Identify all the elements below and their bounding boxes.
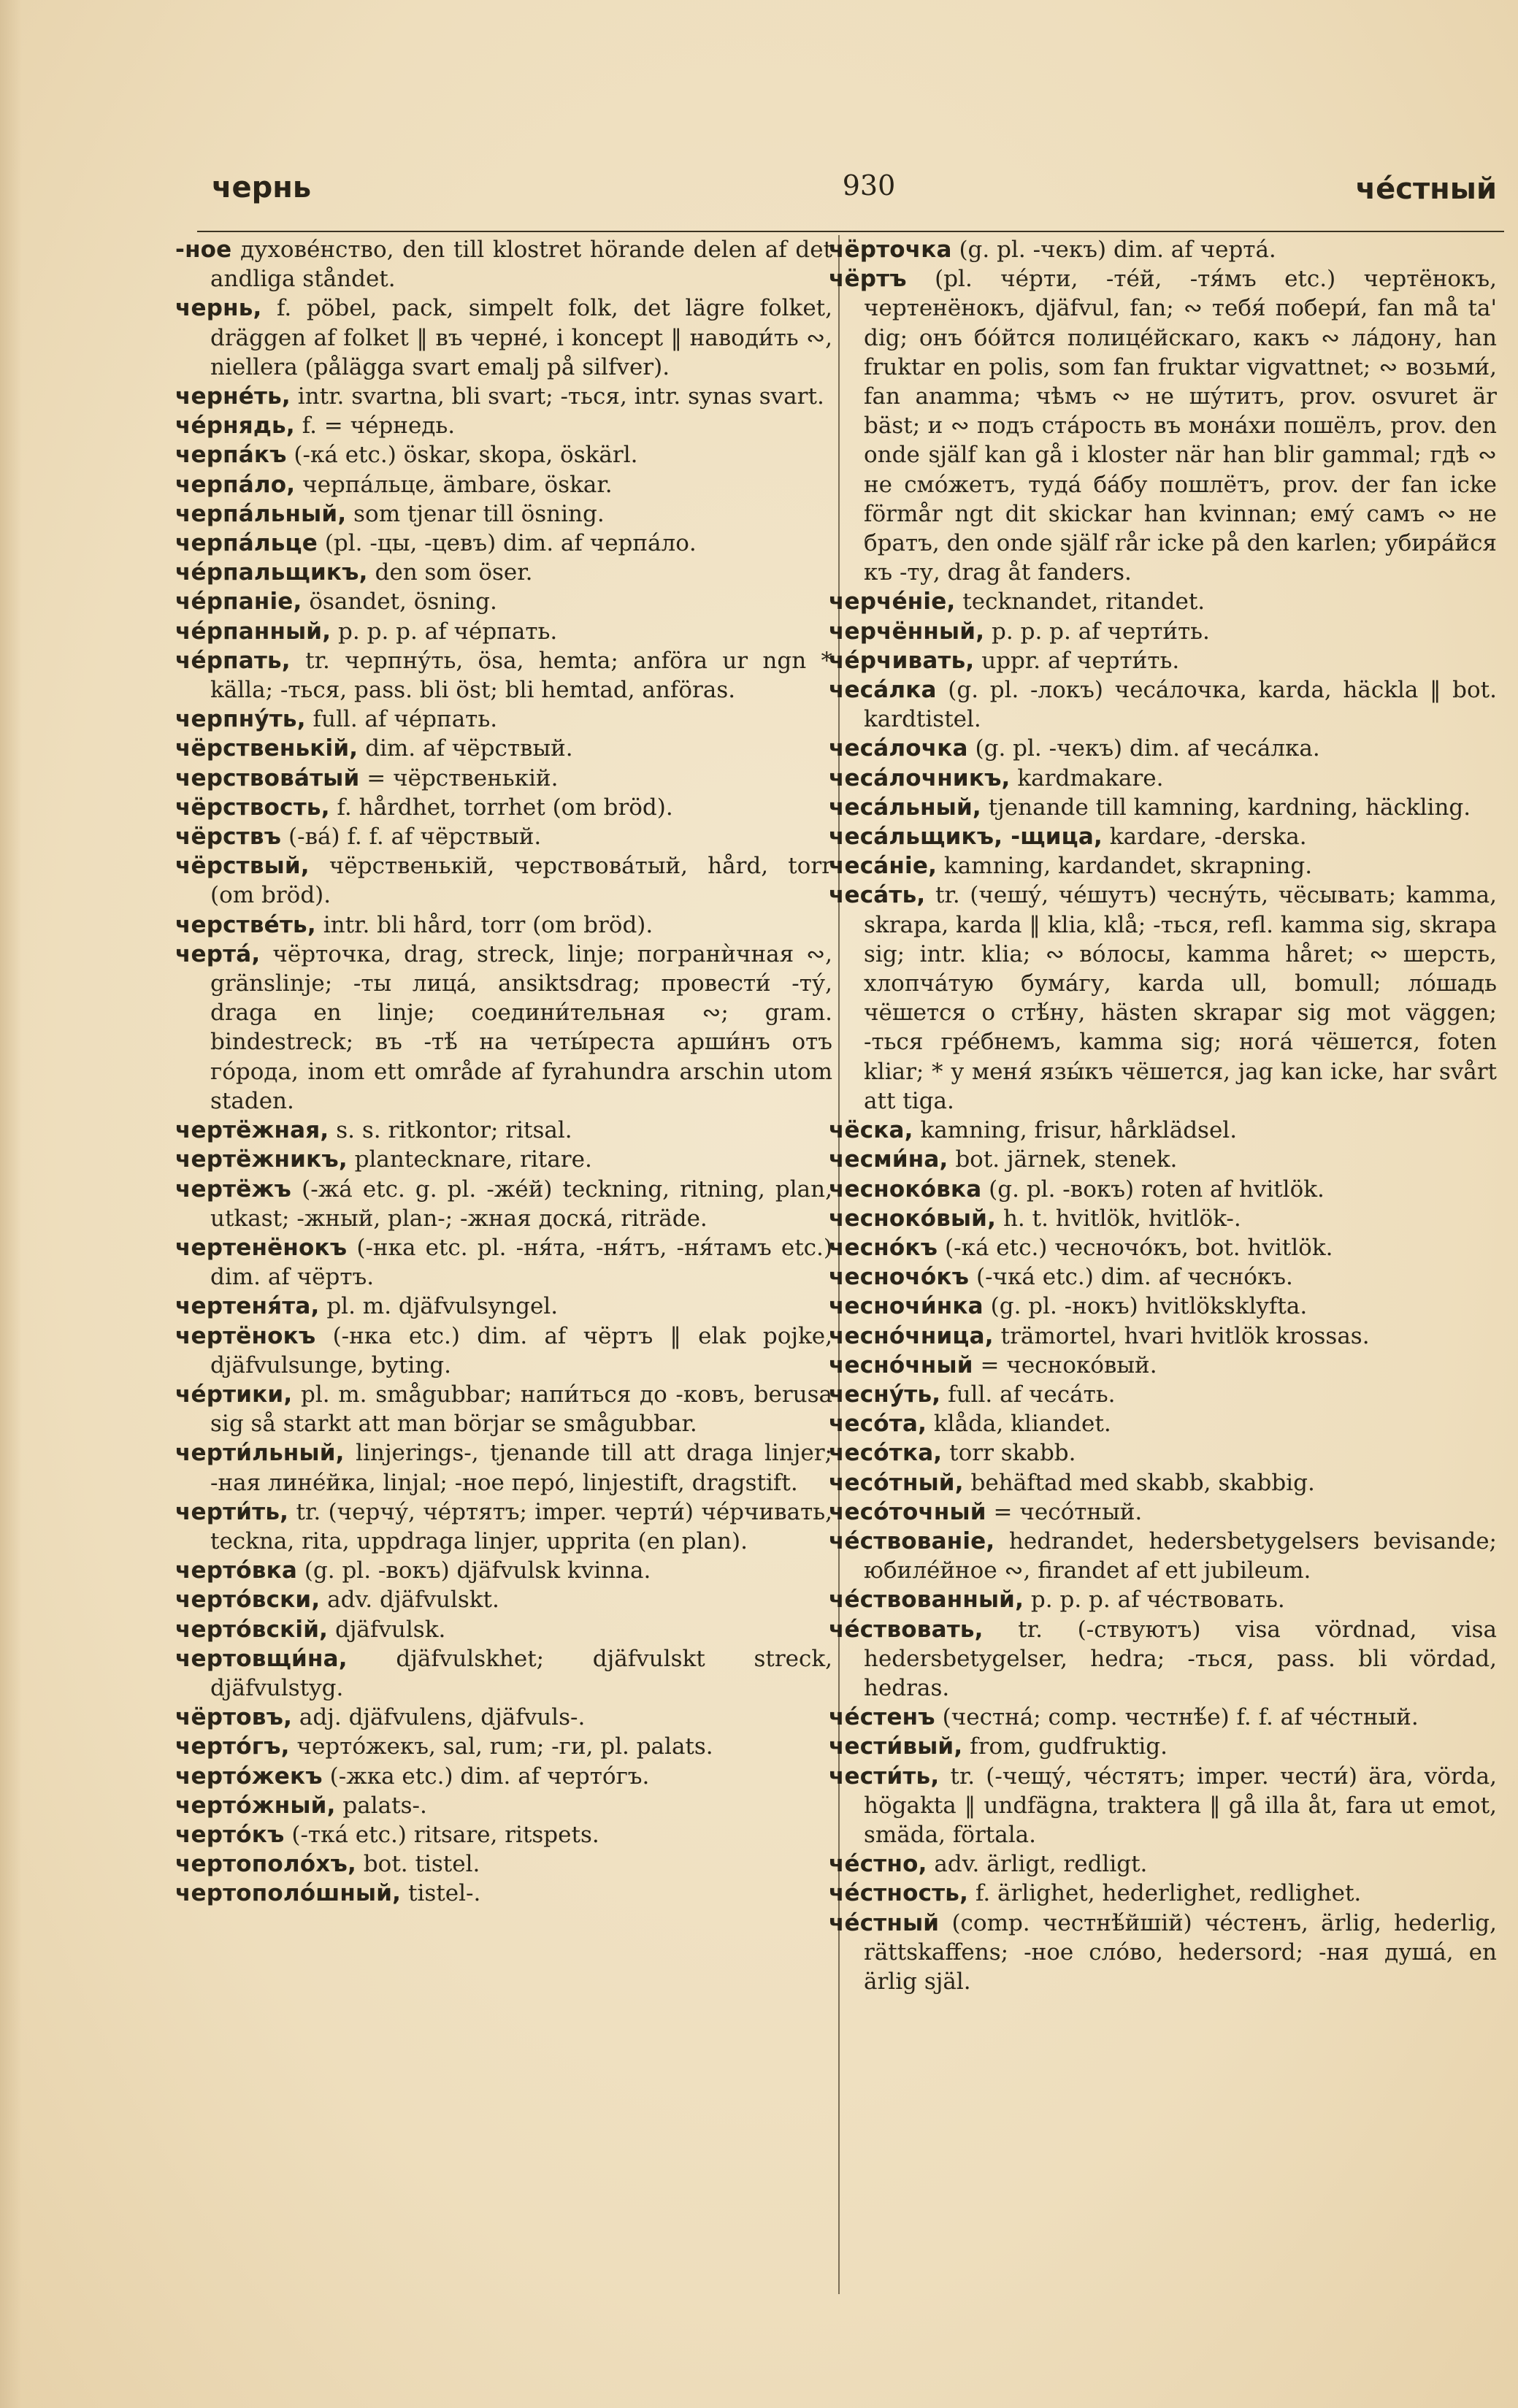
definition: tecknandet, ritandet.	[955, 588, 1205, 616]
headword: чёртовъ,	[175, 1704, 293, 1731]
headword: чесо́тка,	[829, 1440, 943, 1467]
headword: черто́жный,	[175, 1792, 336, 1819]
headword: чёрствость,	[175, 794, 330, 821]
headword: чесноко́вый,	[829, 1205, 997, 1232]
definition: kamning, kardandet, skrapning.	[937, 853, 1313, 880]
headword: чёрствый,	[175, 853, 310, 880]
dictionary-entry	[175, 1498, 832, 1556]
dictionary-entry	[175, 440, 832, 469]
headword: чесми́на,	[829, 1146, 948, 1173]
headword: че́ствовать,	[829, 1616, 984, 1643]
headword: че́рнядь,	[175, 413, 295, 440]
headword: черто́вски,	[175, 1587, 321, 1614]
definition: linjerings-, tjenande till att draga linjer; -ная линéйка, linjal; -ное перо́, linjestift, dragstift.	[210, 1440, 832, 1496]
headword: чеса́лочка	[829, 735, 968, 762]
dictionary-entry	[829, 1322, 1497, 1351]
definition: h. t. hvitlök, hvitlök-.	[996, 1205, 1241, 1232]
headword: чертенёнокъ	[175, 1234, 348, 1261]
headword: че́стно,	[829, 1851, 927, 1878]
dictionary-entry	[829, 1909, 1497, 1997]
headword: черто́гъ,	[175, 1733, 290, 1760]
headword: че́стный	[829, 1909, 940, 1936]
definition: (g. pl. -чекъ) dim. af чеса́лка.	[967, 735, 1320, 762]
headword: чесноко́вка	[829, 1176, 982, 1203]
definition: (g. pl. -вокъ) roten af hvitlök.	[981, 1176, 1325, 1203]
definition: kamning, frisur, hårklädsel.	[913, 1117, 1238, 1144]
headword: чесо́та,	[829, 1411, 927, 1438]
headword: черчённый,	[829, 618, 985, 645]
dictionary-entry	[175, 1849, 832, 1879]
dictionary-entry	[175, 1585, 832, 1614]
dictionary-entry	[175, 1556, 832, 1585]
headword: че́стность,	[829, 1880, 969, 1907]
definition: духове́нство, den till klostret hörande delen af det andliga ståndet.	[210, 237, 832, 293]
dictionary-entry	[829, 1233, 1497, 1262]
headword: чертёнокъ	[175, 1322, 316, 1349]
dictionary-entry	[175, 294, 832, 382]
definition: behäftad med skabb, skabbig.	[963, 1469, 1315, 1496]
page-header	[212, 166, 1497, 218]
definition: tr. черпну́ть, ösa, hemta; anföra ur ngn * källa; -ться, pass. bli öst; bli hemtad, anföras.	[210, 647, 832, 704]
definition: p. p. p. af че́рпать.	[331, 618, 558, 645]
headword: черпа́льный,	[175, 500, 347, 527]
definition: den som öser.	[367, 559, 533, 586]
dictionary-entry	[829, 1615, 1497, 1703]
definition: full. af че́рпать.	[305, 706, 498, 733]
definition: (-ка́ etc.) чесночо́къ, bot. hvitlök.	[938, 1234, 1333, 1261]
dictionary-entry	[175, 558, 832, 587]
definition: (честна́; comp. честнѣ́е) f. f. af че́стный.	[935, 1704, 1419, 1731]
headword: че́ртики,	[175, 1381, 293, 1408]
dictionary-entry	[829, 1380, 1497, 1409]
dictionary-entry	[829, 734, 1497, 763]
definition: tr. (черчу́, че́ртятъ; imper. черти́) че́рчивать, teckna, rita, uppdraga linjer, upprita (en plan).	[210, 1498, 832, 1554]
dictionary-entry	[829, 587, 1497, 616]
definition: bot. järnek, stenek.	[948, 1146, 1178, 1173]
definition: tr. (чешу́, че́шутъ) чесну́ть, чёсывать; kamma, skrapa, karda ‖ klia, klå; -ться, refl. kamma sig, skrapa sig; intr. klia; ∾ во́лосы, kamma håret; ∾ шерсть, хлопча́тую бума́гу, karda ull, bomull; ло́шадь чёшется о стѣ́ну, hästen skrapar sig mot väggen; -ться гре́бнемъ, kamma sig; нога́ чёшется, foten kliar; * у меня́ язы́къ чёшется, jag kan icke, har svårt att tiga.	[864, 882, 1497, 1114]
definition: = чёрственькій.	[359, 764, 559, 791]
dictionary-entry	[829, 646, 1497, 675]
definition: p. p. p. af черти́ть.	[984, 618, 1210, 645]
page-edge-shadow	[0, 0, 22, 2408]
dictionary-entry	[829, 1498, 1497, 1527]
dictionary-entry	[175, 617, 832, 646]
header-rule	[197, 231, 1504, 232]
dictionary-entry	[175, 1644, 832, 1703]
definition: (g. pl. -нокъ) hvitlöksklyfta.	[983, 1293, 1308, 1320]
dictionary-entry	[175, 1820, 832, 1849]
headword: чёска,	[829, 1117, 913, 1144]
headword: чертополо́шный,	[175, 1880, 402, 1907]
headword: чертополо́хъ,	[175, 1851, 356, 1878]
headword: чертёжникъ,	[175, 1146, 348, 1173]
headword: чесну́ть,	[829, 1381, 941, 1408]
definition: adv. ärligt, redligt.	[927, 1851, 1148, 1878]
headword: черти́ть,	[175, 1498, 289, 1525]
dictionary-entry	[175, 235, 832, 294]
dictionary-entry	[175, 1791, 832, 1820]
definition: s. s. ritkontor; ritsal.	[329, 1117, 572, 1144]
dictionary-entry	[829, 1762, 1497, 1850]
definition: kardare, -derska.	[1102, 824, 1307, 851]
dictionary-entry	[829, 881, 1497, 1116]
headword: -ное	[175, 237, 232, 263]
definition: kardmakare.	[1010, 764, 1164, 791]
definition: full. af чеса́ть.	[940, 1381, 1116, 1408]
dictionary-entry	[175, 793, 832, 822]
dictionary-entry	[829, 822, 1497, 851]
dictionary-entry	[829, 1585, 1497, 1614]
dictionary-entry	[175, 411, 832, 440]
dictionary-entry	[175, 1762, 832, 1791]
definition: черто́жекъ, sal, rum; -ги, pl. palats.	[289, 1733, 713, 1760]
definition: (g. pl. -вокъ) djäfvulsk kvinna.	[296, 1557, 651, 1584]
definition: djäfvulsk.	[328, 1616, 446, 1643]
definition: tr. (-ствуютъ) visa vördnad, visa hedersbetygelser, hedra; -ться, pass. bli vördad, hedras.	[864, 1616, 1497, 1701]
definition: pl. m. djäfvulsyngel.	[319, 1293, 559, 1320]
headword: черто́жекъ	[175, 1763, 323, 1790]
headword: черта́,	[175, 940, 261, 967]
definition: = чесо́тный.	[986, 1498, 1143, 1525]
definition: adv. djäfvulskt.	[320, 1587, 499, 1614]
headword: чёртъ	[829, 266, 907, 293]
dictionary-entry	[829, 1116, 1497, 1145]
dictionary-entry	[829, 1145, 1497, 1174]
headword: чеса́лка	[829, 677, 937, 704]
dictionary-entry	[829, 764, 1497, 793]
definition: from, gudfruktig.	[962, 1733, 1168, 1760]
dictionary-entry	[829, 1409, 1497, 1438]
dictionary-entry	[175, 822, 832, 851]
definition: hedrandet, hedersbetygelsers bevisande; юбиле́йное ∾, firandet af ett jubileum.	[864, 1527, 1497, 1584]
definition: som tjenar till ösning.	[346, 500, 605, 527]
headword: черпа́льце	[175, 530, 318, 557]
headword: черпа́ло,	[175, 471, 296, 498]
dictionary-entry	[829, 1732, 1497, 1761]
dictionary-entry	[829, 1262, 1497, 1292]
headword: че́ствованіе,	[829, 1527, 995, 1554]
dictionary-entry	[175, 851, 832, 910]
definition: (-нка etc.) dim. af чёртъ ‖ elak pojke, djäfvulsunge, byting.	[210, 1322, 832, 1379]
headword: черто́вскій,	[175, 1616, 329, 1643]
dictionary-entry	[175, 1615, 832, 1644]
headword: чести́ть,	[829, 1763, 940, 1790]
dictionary-entry	[175, 470, 832, 499]
dictionary-entry	[829, 1468, 1497, 1498]
headword: черпа́къ	[175, 442, 287, 469]
definition: (-жа́ etc. g. pl. -же́й) teckning, ritning, plan, utkast; -жный, plan-; -жная доска́, riträde.	[210, 1176, 832, 1232]
dictionary-entry	[175, 1145, 832, 1174]
headword: чесо́точный	[829, 1498, 986, 1525]
definition: palats-.	[335, 1792, 427, 1819]
definition: (pl. -цы, -цевъ) dim. af черпа́ло.	[317, 530, 697, 557]
dictionary-entry	[175, 705, 832, 734]
dictionary-entry	[175, 1438, 832, 1497]
headword: черстве́ть,	[175, 911, 316, 938]
headword: черне́ть,	[175, 383, 291, 410]
headword: чесно́къ	[829, 1234, 938, 1261]
left-column	[175, 235, 832, 2323]
dictionary-entry	[175, 499, 832, 529]
headword: чертёжъ	[175, 1176, 292, 1203]
definition: tr. (-чещу́, че́стятъ; imper. чести́) ära, vörda, högakta ‖ undfägna, traktera ‖ gå illa åt, fara ut emot, smäda, förtala.	[864, 1763, 1497, 1848]
definition: f. hårdhet, torrhet (om bröd).	[329, 794, 673, 821]
dictionary-entry	[175, 529, 832, 558]
definition: trämortel, hvari hvitlök krossas.	[993, 1322, 1370, 1349]
headword: черствова́тый	[175, 764, 360, 791]
dictionary-entry	[175, 1175, 832, 1233]
headword: че́рчивать,	[829, 647, 975, 674]
headword: чернь,	[175, 295, 262, 322]
header-left-guide-word: чернь	[212, 171, 312, 204]
definition: (pl. че́рти, -те́й, -тя́мъ etc.) чертёнокъ, чертенёнокъ, djäfvul, fan; ∾ тебя́ побери́, fan må ta' dig; онъ бо́йтся полице́йскаго, какъ ∾ ла́дону, han fruktar en polis, som fan fruktar vigvattnet; ∾ возьми́, fan anamma; чѣмъ ∾ не шу́титъ, prov. osvuret är bäst; и ∾ подъ ста́рость въ мона́хи пошёлъ, prov. den onde själf kan gå i kloster när han blir gammal; гдѣ ∾ не смо́жетъ, туда́ ба́бу пошлётъ, prov. der fan icke förmår ngt dit skickar han kvinnan; ему́ самъ ∾ не братъ, den onde själf rår icke på den karlen; убира́йся къ -ту, drag åt fanders.	[864, 266, 1497, 586]
definition: (-жка etc.) dim. af черто́гъ.	[322, 1763, 650, 1790]
definition: bot. tistel.	[356, 1851, 480, 1878]
definition: (-нка etc. pl. -ня́та, -ня́тъ, -ня́тамъ etc.) dim. af чёртъ.	[210, 1234, 832, 1291]
definition: klåda, kliandet.	[927, 1411, 1111, 1438]
headword: черче́ніе,	[829, 588, 956, 616]
definition: f. pöbel, pack, simpelt folk, det lägre folket, dräggen af folket ‖ въ черне́, i koncept ‖ наводи́ть ∾, niellera (pålägga svart emalj på silfver).	[210, 295, 832, 380]
definition: djäfvulskhet; djäfvulskt streck, djäfvulstyg.	[210, 1645, 832, 1701]
definition: f. = че́рнедь.	[294, 413, 456, 440]
headword: че́рпать,	[175, 647, 291, 674]
dictionary-entry	[829, 1175, 1497, 1204]
dictionary-entry	[829, 675, 1497, 734]
headword: чеса́ніе,	[829, 853, 938, 880]
definition: чёрточка, drag, streck, linje; погранѝчная ∾, gränslinje; -ты лица́, ansiktsdrag; провести́ -ту́, draga en linje; соедини́тельная ∾; gram. bindestreck; въ -тѣ́ на четы́реста арши́нъ отъ го́рода, inom ett område af fyrahundra arschin utom staden.	[210, 940, 832, 1114]
dictionary-entry	[829, 235, 1497, 264]
dictionary-entry	[175, 1879, 832, 1908]
definition: uppr. af черти́ть.	[974, 647, 1180, 674]
dictionary-entry	[175, 382, 832, 411]
page-number: 930	[842, 169, 896, 202]
dictionary-entry	[175, 1292, 832, 1321]
headword: чёрствъ	[175, 824, 282, 851]
dictionary-entry	[175, 1703, 832, 1732]
definition: tjenande till kamning, kardning, häckling.	[981, 794, 1471, 821]
headword: чесночо́къ	[829, 1264, 970, 1291]
dictionary-entry	[829, 264, 1497, 587]
headword: чеса́льщикъ, -щица,	[829, 824, 1103, 851]
definition: tistel-.	[401, 1880, 481, 1907]
dictionary-entry	[829, 793, 1497, 822]
headword: черти́льный,	[175, 1440, 345, 1467]
definition: f. ärlighet, hederlighet, redlighet.	[968, 1880, 1362, 1907]
dictionary-entry	[175, 587, 832, 616]
headword: чесно́чница,	[829, 1322, 994, 1349]
dictionary-entry	[829, 1438, 1497, 1468]
headword: чести́вый,	[829, 1733, 963, 1760]
dictionary-entry	[175, 646, 832, 705]
dictionary-entry	[175, 940, 832, 1116]
definition: (-тка́ etc.) ritsare, ritspets.	[284, 1821, 599, 1848]
headword: черто́къ	[175, 1821, 285, 1848]
definition: intr. bli hård, torr (om bröd).	[315, 911, 653, 938]
dictionary-entry	[829, 1849, 1497, 1879]
definition: adj. djäfvulens, djäfvuls-.	[292, 1704, 586, 1731]
header-right-guide-word: че́стный	[1355, 172, 1497, 206]
headword: черпну́ть,	[175, 706, 306, 733]
definition: p. p. p. af че́ствовать.	[1024, 1587, 1285, 1614]
definition: (comp. честнѣ́йшій) че́стенъ, ärlig, hederlig, rättskaffens; -ное сло́во, hedersord; -ная душа́, en ärlig själ.	[864, 1909, 1497, 1995]
headword: чёрственькій,	[175, 735, 359, 762]
definition: intr. svartna, bli svart; -ться, intr. synas svart.	[290, 383, 824, 410]
dictionary-entry	[175, 764, 832, 793]
headword: чёрточка	[829, 237, 952, 263]
headword: че́рпальщикъ,	[175, 559, 368, 586]
dictionary-entry	[829, 1879, 1497, 1908]
dictionary-entry	[175, 1380, 832, 1438]
definition: (-ва́) f. f. af чёрствый.	[281, 824, 542, 851]
definition: черпа́льце, ämbare, öskar.	[295, 471, 613, 498]
dictionary-entry	[829, 1527, 1497, 1585]
definition: pl. m. smågubbar; напи́ться до -ковъ, berusa sig så starkt att man börjar se smågubbar.	[210, 1381, 832, 1438]
headword: чесно́чный	[829, 1351, 973, 1379]
dictionary-entry	[829, 1292, 1497, 1321]
dictionary-entry	[829, 851, 1497, 881]
definition: dim. af чёрствый.	[358, 735, 573, 762]
definition: (g. pl. -локъ) чеса́лочка, karda, häckla ‖ bot. kardtistel.	[864, 677, 1497, 733]
definition: = чеснoко́вый.	[973, 1351, 1157, 1379]
dictionary-entry	[829, 1351, 1497, 1380]
definition: (g. pl. -чекъ) dim. af черта́.	[951, 237, 1276, 263]
definition: чёрственькій, черствова́тый, hård, torr (om bröd).	[210, 853, 832, 909]
headword: че́ствованный,	[829, 1587, 1024, 1614]
headword: че́стенъ	[829, 1704, 935, 1731]
definition: ösandet, ösning.	[302, 588, 497, 616]
headword: чертеня́та,	[175, 1293, 320, 1320]
headword: чеса́ть,	[829, 882, 926, 909]
definition: plantecknare, ritare.	[347, 1146, 592, 1173]
definition: torr skabb.	[942, 1440, 1076, 1467]
definition: (-чка́ etc.) dim. af чесно́къ.	[969, 1264, 1293, 1291]
dictionary-entry	[175, 1116, 832, 1145]
dictionary-entry	[175, 910, 832, 940]
headword: чеса́лочникъ,	[829, 764, 1011, 791]
headword: чертовщи́на,	[175, 1645, 348, 1672]
headword: чертёжная,	[175, 1117, 329, 1144]
definition: (-ка́ etc.) öskar, skopa, öskärl.	[286, 442, 638, 469]
dictionary-entry	[829, 1204, 1497, 1233]
right-column	[829, 235, 1497, 2323]
dictionary-entry	[829, 617, 1497, 646]
dictionary-entry	[175, 1322, 832, 1380]
dictionary-entry	[175, 734, 832, 763]
headword: чесо́тный,	[829, 1469, 964, 1496]
headword: черто́вка	[175, 1557, 297, 1584]
dictionary-entry	[175, 1233, 832, 1292]
headword: чесночи́нка	[829, 1293, 984, 1320]
dictionary-entry	[175, 1732, 832, 1761]
dictionary-entry	[829, 1703, 1497, 1732]
headword: че́рпаніе,	[175, 588, 302, 616]
headword: че́рпанный,	[175, 618, 331, 645]
headword: чеса́льный,	[829, 794, 981, 821]
